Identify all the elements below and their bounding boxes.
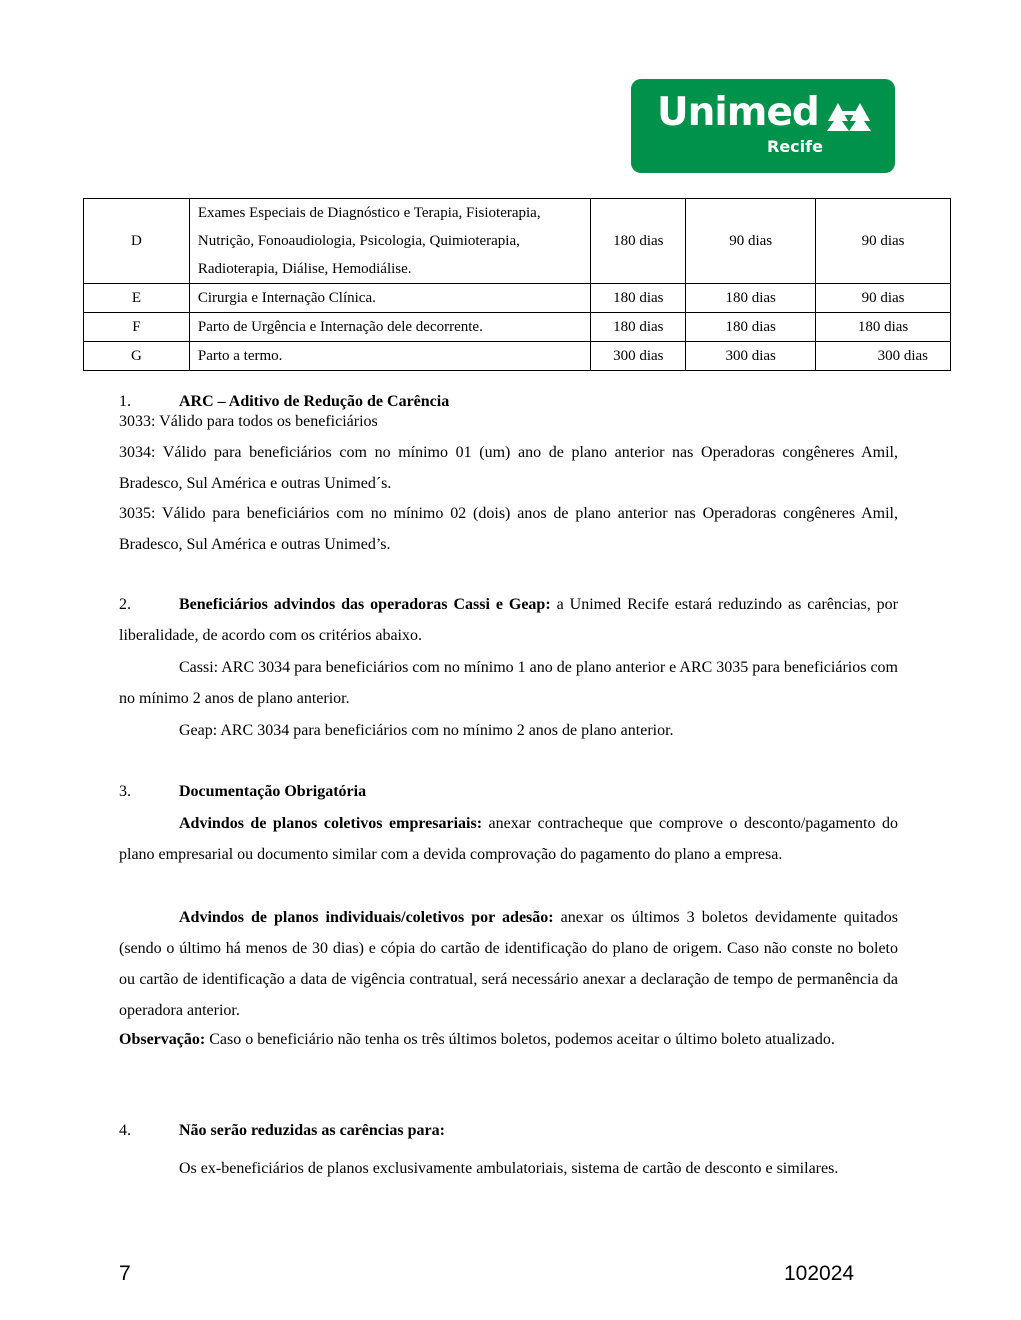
table-row	[84, 199, 951, 284]
description-cell: Cirurgia e Internação Clínica.	[189, 284, 591, 313]
period-cell: 180 dias	[591, 313, 686, 342]
group-cell: G	[84, 342, 190, 371]
section-intro: a Unimed Recife estará reduzindo as carências, por liberalidade, de acordo com os critérios abaixo.	[119, 596, 899, 644]
section-3-heading	[119, 776, 898, 807]
period-cell: 90 dias	[686, 199, 816, 284]
arc-3034-text: 3034: Válido para beneficiários com no mínimo 01 (um) ano de plano anterior nas Operadoras congêneres Amil, Bradesco, Sul América e outras Unimed´s.	[119, 444, 898, 492]
section-title: Beneficiários advindos das operadoras Cassi e Geap:	[179, 596, 551, 613]
bullet-geap	[119, 715, 898, 746]
group-cell: F	[84, 313, 190, 342]
bullet-text: Os ex-beneficiários de planos exclusivamente ambulatoriais, sistema de cartão de desconto e similares.	[179, 1160, 839, 1177]
arc-3035-text: 3035: Válido para beneficiários com no mínimo 02 (dois) anos de plano anterior nas Operadoras congêneres Amil, Bradesco, Sul América e outras Unimed’s.	[119, 505, 898, 553]
document-code: 102024	[784, 1262, 855, 1285]
period-cell: 90 dias	[816, 199, 951, 284]
bullet-cassi	[119, 652, 898, 714]
unimed-pine-icon	[827, 101, 871, 133]
section-1-heading	[119, 392, 898, 412]
period-cell: 180 dias	[591, 284, 686, 313]
observacao-paragraph	[119, 1024, 898, 1055]
period-cell: 180 dias	[591, 199, 686, 284]
bullet-text: Geap: ARC 3034 para beneficiários com no mínimo 2 anos de plano anterior.	[179, 722, 674, 739]
group-cell: D	[84, 199, 190, 284]
bullet-ambulatoriais	[119, 1153, 898, 1184]
bullet-bold-text: Advindos de planos coletivos empresariais:	[179, 815, 483, 832]
observacao-label: Observação:	[119, 1031, 206, 1048]
table-row	[84, 313, 951, 342]
description-cell: Parto de Urgência e Internação dele decorrente.	[189, 313, 591, 342]
bullet-individuais	[119, 902, 898, 1026]
description-cell: Exames Especiais de Diagnóstico e Terapia, Fisioterapia, Nutrição, Fonoaudiologia, Psicologia, Quimioterapia, Radioterapia, Diálise, Hemodiálise.	[189, 199, 591, 284]
section-number: 4.	[119, 1122, 131, 1139]
table-row	[84, 284, 951, 313]
section-title: ARC – Aditivo de Redução de Carência	[179, 393, 450, 410]
arc-3033-text: 3033: Válido para todos os beneficiários	[119, 413, 378, 430]
section-title: Não serão reduzidas as carências para:	[179, 1122, 445, 1139]
period-cell: 300 dias	[591, 342, 686, 371]
section-number: 2.	[119, 596, 131, 613]
bullet-text: anexar contracheque que comprove o desconto/pagamento do plano empresarial ou documento similar com a devida comprovação do pagamento do plano a empresa.	[119, 815, 898, 863]
period-cell: 180 dias	[816, 313, 951, 342]
unimed-recife-logo	[631, 79, 895, 173]
section-number: 3.	[119, 783, 131, 800]
group-cell: E	[84, 284, 190, 313]
logo-sub-text: Recife	[767, 137, 823, 156]
observacao-text: Caso o beneficiário não tenha os três últimos boletos, podemos aceitar o último boleto atualizado.	[205, 1031, 835, 1048]
period-cell: 90 dias	[816, 284, 951, 313]
period-cell: 180 dias	[686, 313, 816, 342]
carencia-table	[83, 198, 951, 371]
page-number: 7	[119, 1262, 131, 1285]
logo-brand-text: Unimed	[657, 90, 819, 135]
table-row	[84, 342, 951, 371]
section-number: 1.	[119, 393, 131, 410]
bullet-empresariais	[119, 808, 898, 870]
bullet-text: anexar os últimos 3 boletos devidamente quitados (sendo o último há menos de 30 dias) e cópia do cartão de identificação do plano de origem. Caso não conste no boleto ou cartão de identificação a data de vigência contratual, será necessário anexar a declaração de tempo de permanência da operadora anterior.	[119, 909, 899, 1019]
bullet-bold-text: Advindos de planos individuais/coletivos por adesão:	[179, 909, 554, 926]
section-title: Documentação Obrigatória	[179, 783, 367, 800]
period-cell: 300 dias	[686, 342, 816, 371]
period-cell: 180 dias	[686, 284, 816, 313]
bullet-text: Cassi: ARC 3034 para beneficiários com no mínimo 1 ano de plano anterior e ARC 3035 para beneficiários com no mínimo 2 anos de plano anterior.	[119, 659, 898, 707]
section-2-paragraph	[119, 589, 898, 651]
description-cell: Parto a termo.	[189, 342, 591, 371]
section-4-heading	[119, 1115, 898, 1146]
period-cell: 300 dias	[816, 342, 951, 371]
